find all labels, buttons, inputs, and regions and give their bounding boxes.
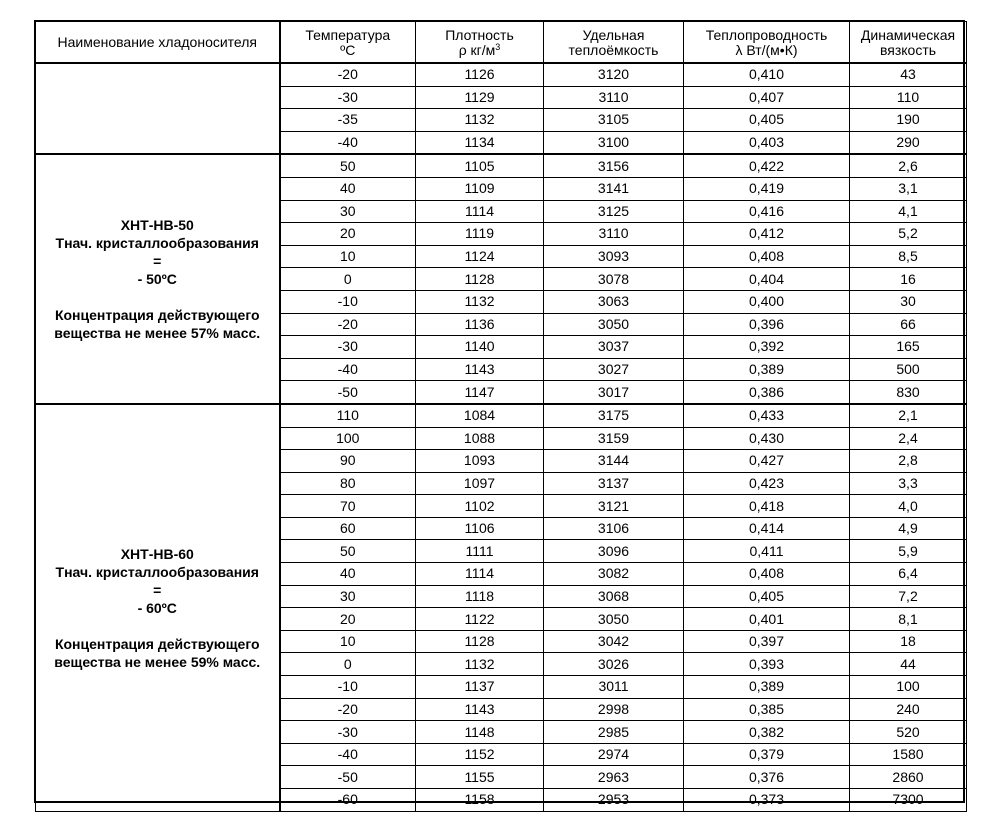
header-temperature-unit: ºС: [340, 42, 356, 58]
cell-heat-capacity: 3037: [544, 336, 684, 359]
coolant-description-line: - 50ºС: [137, 271, 177, 288]
cell-heat-capacity: 3159: [544, 427, 684, 450]
cell-viscosity: 2,8: [850, 450, 967, 473]
cell-viscosity: 2,6: [850, 154, 967, 177]
header-heat-capacity-label: Удельная: [582, 27, 645, 43]
cell-temperature: 0: [280, 268, 416, 291]
cell-temperature: -30: [280, 336, 416, 359]
cell-conductivity: 0,397: [684, 630, 850, 653]
cell-density: 1132: [416, 653, 544, 676]
cell-conductivity: 0,427: [684, 450, 850, 473]
cell-viscosity: 830: [850, 381, 967, 404]
coolant-description-line: [40, 617, 275, 635]
cell-temperature: -35: [280, 109, 416, 132]
cell-viscosity: 7300: [850, 789, 967, 812]
cell-density: 1148: [416, 721, 544, 744]
cell-temperature: -40: [280, 743, 416, 766]
cell-density: 1114: [416, 200, 544, 223]
cell-heat-capacity: 3027: [544, 358, 684, 381]
cell-conductivity: 0,393: [684, 653, 850, 676]
cell-temperature: -30: [280, 721, 416, 744]
cell-temperature: -60: [280, 789, 416, 812]
cell-heat-capacity: 3017: [544, 381, 684, 404]
cell-viscosity: 240: [850, 698, 967, 721]
cell-conductivity: 0,414: [684, 517, 850, 540]
cell-density: 1134: [416, 131, 544, 154]
cell-temperature: 30: [280, 200, 416, 223]
cell-density: 1155: [416, 766, 544, 789]
cell-conductivity: 0,379: [684, 743, 850, 766]
cell-viscosity: 165: [850, 336, 967, 359]
header-conductivity-label: Теплопроводность: [705, 27, 828, 43]
cell-density: 1143: [416, 358, 544, 381]
cell-density: 1147: [416, 381, 544, 404]
cell-temperature: 80: [280, 472, 416, 495]
cell-density: 1126: [416, 63, 544, 86]
coolant-description-line: [40, 288, 275, 306]
cell-temperature: 0: [280, 653, 416, 676]
coolant-description-line: - 60ºС: [137, 599, 177, 616]
cell-density: 1109: [416, 177, 544, 200]
cell-temperature: 50: [280, 154, 416, 177]
cell-heat-capacity: 3175: [544, 404, 684, 427]
table-row: [36, 63, 967, 86]
cell-conductivity: 0,403: [684, 131, 850, 154]
coolant-description-line: Концентрация действующего: [54, 307, 260, 324]
cell-viscosity: 4,9: [850, 517, 967, 540]
cell-temperature: -20: [280, 698, 416, 721]
table-row: [36, 404, 967, 427]
cell-heat-capacity: 3063: [544, 290, 684, 313]
cell-viscosity: 8,1: [850, 608, 967, 631]
cell-temperature: 20: [280, 608, 416, 631]
coolant-description-line: Концентрация действующего: [54, 635, 260, 652]
coolant-description-line: =: [153, 581, 162, 598]
coolant-description-line: Тнач. кристаллообразования: [55, 235, 259, 252]
cell-temperature: 90: [280, 450, 416, 473]
cell-conductivity: 0,389: [684, 676, 850, 699]
cell-viscosity: 500: [850, 358, 967, 381]
cell-conductivity: 0,411: [684, 540, 850, 563]
cell-density: 1140: [416, 336, 544, 359]
cell-viscosity: 8,5: [850, 245, 967, 268]
cell-temperature: 50: [280, 540, 416, 563]
cell-viscosity: 16: [850, 268, 967, 291]
cell-conductivity: 0,392: [684, 336, 850, 359]
cell-temperature: -50: [280, 766, 416, 789]
header-density-unit: ρ кг/м: [458, 42, 496, 58]
cell-temperature: 40: [280, 563, 416, 586]
table-body: [36, 63, 967, 811]
coolant-description-line: вещества не менее 59% масс.: [54, 653, 261, 670]
cell-density: 1097: [416, 472, 544, 495]
cell-density: 1158: [416, 789, 544, 812]
header-temperature: [280, 22, 416, 64]
cell-density: 1136: [416, 313, 544, 336]
coolant-name-cell: [36, 404, 280, 811]
cell-heat-capacity: 3100: [544, 131, 684, 154]
cell-viscosity: 190: [850, 109, 967, 132]
cell-temperature: 10: [280, 245, 416, 268]
cell-conductivity: 0,422: [684, 154, 850, 177]
cell-heat-capacity: 3093: [544, 245, 684, 268]
header-heat-capacity-label-2: теплоёмкость: [568, 42, 659, 58]
cell-heat-capacity: 3096: [544, 540, 684, 563]
cell-density: 1124: [416, 245, 544, 268]
cell-viscosity: 290: [850, 131, 967, 154]
coolant-description-line: вещества не менее 57% масс.: [54, 325, 261, 342]
cell-heat-capacity: 3050: [544, 313, 684, 336]
cell-conductivity: 0,396: [684, 313, 850, 336]
table-row: [36, 154, 967, 177]
cell-conductivity: 0,373: [684, 789, 850, 812]
cell-heat-capacity: 2953: [544, 789, 684, 812]
cell-temperature: 40: [280, 177, 416, 200]
cell-temperature: -20: [280, 313, 416, 336]
cell-heat-capacity: 3141: [544, 177, 684, 200]
cell-heat-capacity: 3125: [544, 200, 684, 223]
cell-temperature: -10: [280, 290, 416, 313]
cell-conductivity: 0,401: [684, 608, 850, 631]
cell-viscosity: 3,1: [850, 177, 967, 200]
header-temperature-label: Температура: [305, 27, 391, 43]
header-viscosity: [850, 22, 967, 64]
header-row: [36, 22, 967, 64]
cell-heat-capacity: 2963: [544, 766, 684, 789]
cell-density: 1084: [416, 404, 544, 427]
cell-viscosity: 30: [850, 290, 967, 313]
cell-temperature: -30: [280, 86, 416, 109]
cell-conductivity: 0,389: [684, 358, 850, 381]
header-density-label: Плотность: [445, 27, 514, 43]
cell-temperature: 30: [280, 585, 416, 608]
cell-heat-capacity: 2974: [544, 743, 684, 766]
cell-viscosity: 100: [850, 676, 967, 699]
header-viscosity-label-2: вязкость: [879, 42, 937, 58]
cell-density: 1088: [416, 427, 544, 450]
cell-conductivity: 0,400: [684, 290, 850, 313]
cell-heat-capacity: 3068: [544, 585, 684, 608]
cell-heat-capacity: 3105: [544, 109, 684, 132]
cell-temperature: 70: [280, 495, 416, 518]
coolant-properties-table: [35, 21, 967, 812]
cell-viscosity: 1580: [850, 743, 967, 766]
cell-density: 1111: [416, 540, 544, 563]
cell-density: 1132: [416, 290, 544, 313]
cell-density: 1122: [416, 608, 544, 631]
cell-density: 1128: [416, 630, 544, 653]
cell-conductivity: 0,410: [684, 63, 850, 86]
cell-viscosity: 4,1: [850, 200, 967, 223]
cell-viscosity: 5,2: [850, 223, 967, 246]
cell-heat-capacity: 3050: [544, 608, 684, 631]
cell-conductivity: 0,423: [684, 472, 850, 495]
coolant-description-line: ХНТ-НВ-50: [120, 217, 194, 234]
cell-heat-capacity: 3082: [544, 563, 684, 586]
cell-density: 1093: [416, 450, 544, 473]
cell-density: 1102: [416, 495, 544, 518]
cell-heat-capacity: 3137: [544, 472, 684, 495]
cell-heat-capacity: 2985: [544, 721, 684, 744]
coolant-name-cell: [36, 63, 280, 154]
cell-heat-capacity: 3156: [544, 154, 684, 177]
cell-heat-capacity: 3026: [544, 653, 684, 676]
cell-conductivity: 0,408: [684, 245, 850, 268]
cell-viscosity: 7,2: [850, 585, 967, 608]
cell-conductivity: 0,376: [684, 766, 850, 789]
coolant-description-line: =: [153, 253, 162, 270]
header-conductivity: [684, 22, 850, 64]
cell-viscosity: 5,9: [850, 540, 967, 563]
cell-temperature: -50: [280, 381, 416, 404]
cell-heat-capacity: 3110: [544, 223, 684, 246]
coolant-name-cell: [36, 154, 280, 404]
header-conductivity-unit: λ Вт/(м•К): [735, 42, 798, 58]
cell-conductivity: 0,404: [684, 268, 850, 291]
cell-viscosity: 3,3: [850, 472, 967, 495]
cell-conductivity: 0,416: [684, 200, 850, 223]
cell-conductivity: 0,433: [684, 404, 850, 427]
cell-density: 1106: [416, 517, 544, 540]
header-density-unit-sup: 3: [495, 42, 501, 52]
coolant-description-line: ХНТ-НВ-60: [120, 545, 194, 562]
cell-heat-capacity: 2998: [544, 698, 684, 721]
cell-heat-capacity: 3011: [544, 676, 684, 699]
cell-heat-capacity: 3144: [544, 450, 684, 473]
cell-temperature: 20: [280, 223, 416, 246]
cell-viscosity: 2,4: [850, 427, 967, 450]
cell-viscosity: 18: [850, 630, 967, 653]
cell-conductivity: 0,407: [684, 86, 850, 109]
cell-viscosity: 110: [850, 86, 967, 109]
cell-density: 1132: [416, 109, 544, 132]
cell-density: 1143: [416, 698, 544, 721]
cell-conductivity: 0,412: [684, 223, 850, 246]
cell-conductivity: 0,405: [684, 585, 850, 608]
cell-temperature: 60: [280, 517, 416, 540]
header-heat-capacity: [544, 22, 684, 64]
cell-viscosity: 520: [850, 721, 967, 744]
cell-viscosity: 66: [850, 313, 967, 336]
cell-conductivity: 0,382: [684, 721, 850, 744]
header-density: [416, 22, 544, 64]
cell-heat-capacity: 3110: [544, 86, 684, 109]
cell-temperature: 110: [280, 404, 416, 427]
cell-heat-capacity: 3120: [544, 63, 684, 86]
cell-temperature: -20: [280, 63, 416, 86]
cell-temperature: 10: [280, 630, 416, 653]
header-viscosity-label: Динамическая: [860, 27, 956, 43]
header-coolant-name: Наименование хладоносителя: [36, 22, 280, 64]
cell-density: 1128: [416, 268, 544, 291]
cell-conductivity: 0,386: [684, 381, 850, 404]
coolant-description-line: Тнач. кристаллообразования: [55, 563, 259, 580]
cell-density: 1129: [416, 86, 544, 109]
cell-conductivity: 0,418: [684, 495, 850, 518]
cell-heat-capacity: 3121: [544, 495, 684, 518]
cell-heat-capacity: 3106: [544, 517, 684, 540]
cell-viscosity: 2860: [850, 766, 967, 789]
cell-density: 1105: [416, 154, 544, 177]
cell-viscosity: 44: [850, 653, 967, 676]
cell-density: 1152: [416, 743, 544, 766]
cell-conductivity: 0,405: [684, 109, 850, 132]
cell-viscosity: 43: [850, 63, 967, 86]
cell-density: 1114: [416, 563, 544, 586]
cell-density: 1119: [416, 223, 544, 246]
cell-conductivity: 0,430: [684, 427, 850, 450]
cell-viscosity: 2,1: [850, 404, 967, 427]
cell-conductivity: 0,408: [684, 563, 850, 586]
cell-density: 1137: [416, 676, 544, 699]
cell-conductivity: 0,385: [684, 698, 850, 721]
cell-heat-capacity: 3042: [544, 630, 684, 653]
cell-viscosity: 4,0: [850, 495, 967, 518]
cell-temperature: -10: [280, 676, 416, 699]
cell-temperature: 100: [280, 427, 416, 450]
cell-viscosity: 6,4: [850, 563, 967, 586]
cell-heat-capacity: 3078: [544, 268, 684, 291]
cell-conductivity: 0,419: [684, 177, 850, 200]
cell-density: 1118: [416, 585, 544, 608]
cell-temperature: -40: [280, 358, 416, 381]
cell-temperature: -40: [280, 131, 416, 154]
